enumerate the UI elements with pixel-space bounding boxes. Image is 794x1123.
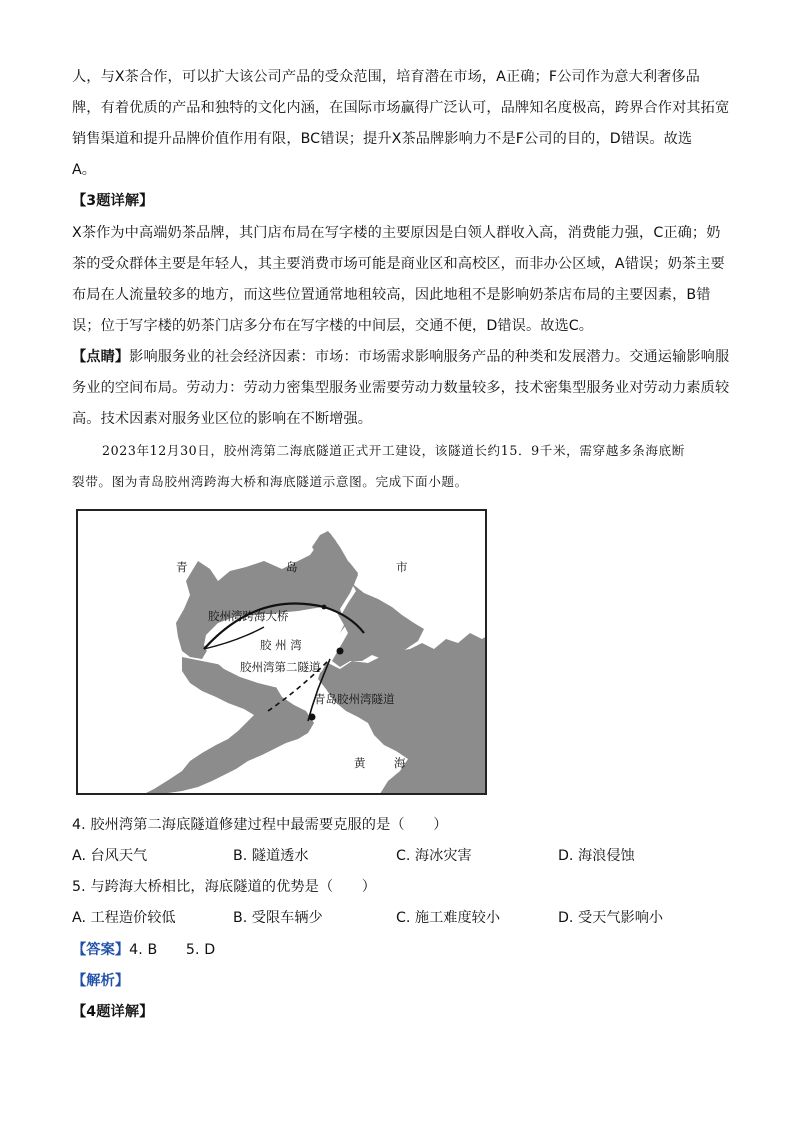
paragraph-line: 销售渠道和提升品牌价值作用有限，BC错误；提升X茶品牌影响力不是F公司的目的，D错误。故选 [72,131,693,147]
q4-option-d: D. 海浪侵蚀 [558,848,635,864]
bay-map-svg [78,511,487,795]
paragraph-line: 人，与X茶合作，可以扩大该公司产品的受众范围，培育潜在市场，A正确；F公司作为意大利奢侈品 [72,69,700,85]
tunnel-endpoint-north [337,648,344,655]
paragraph-line: 牌，有着优质的产品和独特的文化内涵，在国际市场赢得广泛认可，品牌知名度极高，跨界合作对其拓宽 [72,100,730,116]
tip-line [72,347,730,367]
intro-line: 裂带。图为青岛胶州湾跨海大桥和海底隧道示意图。完成下面小题。 [72,474,468,489]
q5-option-d: D. 受天气影响小 [558,910,664,926]
map-label-bridge: 胶州湾跨海大桥 [208,609,289,623]
bay-map-figure [76,509,487,795]
answer-line [72,940,722,960]
q5-option-c: C. 施工难度较小 [396,910,501,926]
paragraph-line: A。 [72,162,97,178]
map-label-shi: 市 [396,560,408,574]
map-label-first-tunnel: 青岛胶州湾隧道 [314,692,395,706]
map-label-huang: 黄 [354,756,366,770]
paragraph-line: 高。技术因素对服务业区位的影响在不断增强。 [72,411,373,427]
tip-label: 【点睛】 [72,349,130,365]
paragraph-line: 务业的空间布局。劳动力：劳动力密集型服务业需要劳动力数量较多，技术密集型服务业对劳动力素质较 [72,380,730,396]
bridge-endpoint [322,605,327,610]
question-5-stem: 5. 与跨海大桥相比，海底隧道的优势是（ ） [72,879,377,895]
q4-option-c: C. 海冰灾害 [396,848,472,864]
analysis-label: 【解析】 [72,973,130,989]
q5-option-a: A. 工程造价较低 [72,910,176,926]
q4-option-b: B. 隧道透水 [233,848,309,864]
paragraph-line: 茶的受众群体主要是年轻人，其主要消费市场可能是商业区和高校区，而非办公区域，A错误；奶茶主要 [72,256,725,272]
answer-value: 4. B 5. D [129,942,216,958]
paragraph-line: X茶作为中高端奶茶品牌，其门店布局在写字楼的主要原因是白领人群收入高，消费能力强，C正确；奶 [72,225,721,241]
map-label-bay: 胶 州 湾 [260,638,302,652]
answer-label: 【答案】 [72,942,130,958]
q4-detail-header: 【4题详解】 [72,1004,154,1020]
tip-text: 影响服务业的社会经济因素：市场：市场需求影响服务产品的种类和发展潜力。交通运输影响服 [129,349,730,365]
map-label-second-tunnel: 胶州湾第二隧道 [240,660,321,674]
tunnel-endpoint-south [309,714,316,721]
q4-option-a: A. 台风天气 [72,848,148,864]
intro-line: 2023年12月30日，胶州湾第二海底隧道正式开工建设，该隧道长约15．9千米，需穿越多条海底断 [102,443,685,458]
q5-option-b: B. 受限车辆少 [233,910,323,926]
paragraph-line: 布局在人流量较多的地方，而这些位置通常地租较高，因此地租不是影响奶茶店布局的主要因素，B错 [72,287,711,303]
map-label-hai: 海 [394,756,406,770]
paragraph-line: 误；位于写字楼的奶茶门店多分布在写字楼的中间层，交通不便，D错误。故选C。 [72,318,594,334]
q3-detail-header: 【3题详解】 [72,193,154,209]
map-label-dao: 岛 [286,560,298,574]
map-label-qing: 青 [176,560,188,574]
question-4-stem: 4. 胶州湾第二海底隧道修建过程中最需要克服的是（ ） [72,817,448,833]
